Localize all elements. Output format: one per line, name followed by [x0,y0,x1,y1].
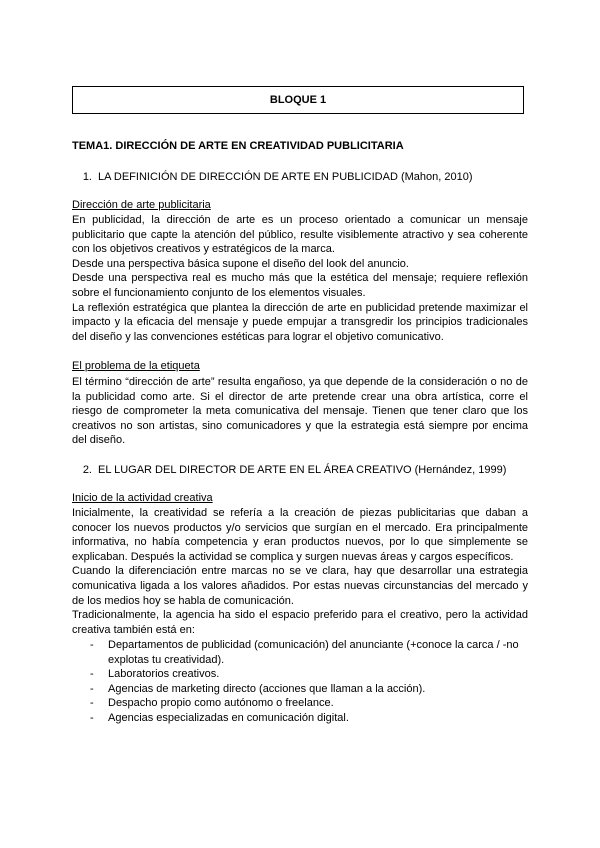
list-item [72,638,528,667]
list-item [72,682,528,697]
list-item [72,696,528,711]
list-item-text: Laboratorios creativos. [108,668,220,681]
subheading-problema-etiqueta: El problema de la etiqueta [72,360,200,372]
dash-bullet: - [90,711,94,724]
paragraph: Tradicionalmente, la agencia ha sido el espacio preferido para el creativo, pero la actividad creativa también está en: [72,609,528,636]
block-title-box [72,86,524,114]
paragraph: La reflexión estratégica que plantea la dirección de arte en publicidad pretende maximizar el impacto y la eficacia del mensaje y puede empujar a transgredir los principios tradicionales del diseño y las convenciones estéticas para lograr el objetivo comunicativo. [72,301,528,343]
paragraph: Desde una perspectiva básica supone el diseño del look del anuncio. [72,257,409,270]
paragraph: Desde una perspectiva real es mucho más que la estética del mensaje; requiere reflexión sobre el funcionamiento conjunto de los elementos visuales. [72,272,528,299]
dash-bullet: - [90,697,94,710]
dash-bullet: - [90,639,94,651]
list-item [72,711,528,726]
section-heading-2 [72,464,506,476]
paragraph: En publicidad, la dirección de arte es un proceso orientado a comunicar un mensaje publicitario que capte la atención del público, resulte visiblemente atractivo y sea coherente con los objetivos creativos y estratégicos de la marca. [72,214,528,256]
block-title: BLOQUE 1 [269,94,327,106]
subheading-direccion-arte: Dirección de arte publicitaria [72,199,211,211]
paragraph-group-1 [72,213,528,344]
section-heading-1 [72,171,473,183]
list-item [72,667,528,682]
section-number: 1. [82,171,92,183]
paragraph: El término “dirección de arte” resulta engañoso, ya que depende de la consideración o no de la publicidad como arte. Si el director de arte pretende crear una obra artística, corre el riesgo de comprometer la meta comunicativa del mensaje. Tienen que tener claro que los creativos no son artistas, sino comunicadores y que la estrategia está siempre por encima del diseño. [72,376,528,447]
tema-title: TEMA1. DIRECCIÓN DE ARTE EN CREATIVIDAD PUBLICITARIA [72,140,404,152]
section-number: 2. [82,464,92,476]
paragraph-group-3 [72,506,528,637]
subheading-inicio-actividad: Inicio de la actividad creativa [72,492,213,504]
dash-bullet: - [90,668,94,681]
paragraph-group-2 [72,375,528,448]
section-title: EL LUGAR DEL DIRECTOR DE ARTE EN EL ÁREA CREATIVO (Hernández, 1999) [98,464,507,476]
bullet-list [72,638,528,726]
list-item-text: Despacho propio como autónomo o freelance. [108,697,334,710]
section-title: LA DEFINICIÓN DE DIRECCIÓN DE ARTE EN PUBLICIDAD (Mahon, 2010) [98,171,473,183]
paragraph: Inicialmente, la creatividad se refería a la creación de piezas publicitarias que daban a conocer los nuevos productos y/o servicios que surgían en el mercado. Era principalmente informativa, no había competencia y eran productos nuevos, por lo que simplemente se explicaban. Después la actividad se complica y surgen nuevas áreas y cargos específicos. [72,507,528,563]
list-item-text: Agencias especializadas en comunicación digital. [108,711,349,724]
list-item-text: Agencias de marketing directo (acciones que llaman a la acción). [108,682,426,695]
dash-bullet: - [90,682,94,695]
paragraph: Cuando la diferenciación entre marcas no se ve clara, hay que desarrollar una estrategia comunicativa ligada a los valores añadidos. Por estas nuevas circunstancias del mercado y de los medios hoy se habla de comunicación. [72,565,528,607]
list-item-text: Departamentos de publicidad (comunicación) del anunciante (+conoce la carca / -no explotas tu creatividad). [108,639,519,666]
